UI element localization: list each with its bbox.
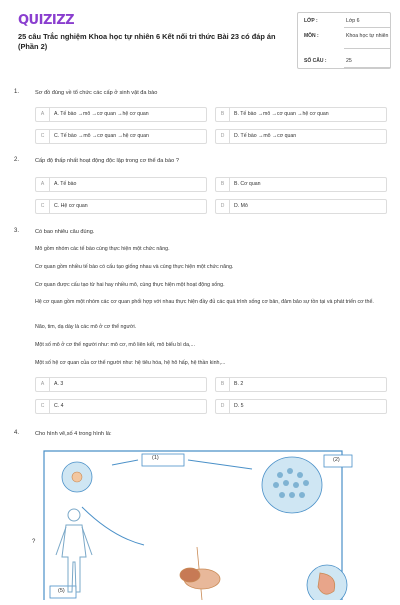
- answer-option-d[interactable]: [215, 129, 387, 144]
- answer-option-c[interactable]: [35, 399, 207, 414]
- statement: Cơ quan được cấu tạo từ hai hay nhiều mô, cùng thực hiện một hoạt động sống.: [35, 282, 225, 288]
- quizizz-logo[interactable]: QUIZIZZ: [18, 13, 75, 28]
- option-letter: D: [216, 200, 230, 213]
- question-number: 2.: [14, 157, 20, 163]
- answer-option-d[interactable]: [215, 199, 387, 214]
- option-letter: C: [36, 200, 50, 213]
- option-text: C. Hệ cơ quan: [54, 203, 88, 209]
- option-text: B. Tế bào →mô →cơ quan →hệ cơ quan: [234, 111, 329, 117]
- option-letter: A: [36, 178, 50, 191]
- answer-option-d[interactable]: [215, 399, 387, 414]
- option-text: D. Mô: [234, 203, 248, 209]
- worksheet-header: [0, 0, 400, 78]
- question-number: 1.: [14, 89, 20, 95]
- option-text: C. 4: [54, 403, 64, 409]
- arrow-3: [82, 507, 144, 545]
- question-number: 4.: [14, 430, 20, 436]
- option-letter: C: [36, 400, 50, 413]
- stomach: [307, 565, 347, 600]
- info-label: SỐ CÂU :: [304, 58, 327, 64]
- statement: Cơ quan gồm nhiều tế bào có cấu tạo giống nhau và cùng thực hiện một chức năng.: [35, 264, 234, 270]
- option-letter: A: [36, 108, 50, 121]
- option-text: A. Tế bào →mô →cơ quan →hệ cơ quan: [54, 111, 149, 117]
- question-text: Sơ đồ đúng về tổ chức các cấp ở sinh vật đa bào: [35, 90, 158, 96]
- question-text: Cấp độ thấp nhất hoạt động độc lập trong cơ thể đa bào ?: [35, 158, 179, 164]
- statement: Não, tim, dạ dày là các mô ở cơ thể người.: [35, 324, 137, 330]
- option-letter: C: [36, 130, 50, 143]
- diagram-label-1: (1): [152, 455, 159, 461]
- diagram-label-2: (2): [333, 457, 340, 463]
- statement: Một số hệ cơ quan của cơ thể người như: hệ tiêu hóa, hệ hô hấp, hệ thần kinh,...: [35, 360, 226, 366]
- info-underline: [344, 27, 390, 28]
- answer-option-b[interactable]: [215, 107, 387, 122]
- info-label: LỚP :: [304, 18, 318, 24]
- cell-nucleus: [72, 472, 82, 482]
- diagram-label-question: ?: [32, 539, 36, 545]
- statement: Hệ cơ quan gồm một nhóm các cơ quan phối hợp với nhau thực hiện đầy đủ các quá trình sống cơ bản, đảm bảo sự tồn tại và phát triển cơ thể.: [35, 299, 374, 305]
- diagram-svg: [42, 447, 360, 600]
- option-letter: B: [216, 378, 230, 391]
- arrow-2: [188, 460, 252, 469]
- option-text: A. Tế bào: [54, 181, 77, 187]
- question-number: 3.: [14, 228, 20, 234]
- option-letter: D: [216, 130, 230, 143]
- diagram-label-5: (5): [58, 588, 65, 594]
- info-label: MÔN :: [304, 33, 319, 39]
- option-text: A. 3: [54, 381, 64, 387]
- info-value: Lớp 6: [346, 18, 360, 24]
- answer-option-a[interactable]: [35, 177, 207, 192]
- info-value: Khoa học tự nhiên: [346, 33, 389, 39]
- answer-option-a[interactable]: [35, 107, 207, 122]
- answer-option-b[interactable]: [215, 377, 387, 392]
- statement: Một số mô ở cơ thể người như: mô cơ, mô liên kết, mô biểu bì da,...: [35, 342, 195, 348]
- arrow-1: [112, 460, 138, 465]
- statement: Mô gồm nhóm các tế bào cùng thực hiện một chức năng.: [35, 246, 170, 252]
- info-underline: [344, 67, 390, 68]
- digestive-system: [180, 547, 220, 600]
- answer-option-c[interactable]: [35, 199, 207, 214]
- question-text: Cho hình vẽ,số 4 trong hình là:: [35, 431, 112, 437]
- answer-option-c[interactable]: [35, 129, 207, 144]
- question-text: Có bao nhiêu câu đúng.: [35, 229, 95, 235]
- option-letter: A: [36, 378, 50, 391]
- option-letter: B: [216, 178, 230, 191]
- option-text: D. Tế bào →mô →cơ quan: [234, 133, 297, 139]
- worksheet-title: 25 câu Trắc nghiệm Khoa học tự nhiên 6 Kết nối tri thức Bài 23 có đáp án (Phần 2): [18, 32, 276, 51]
- human-body-outline: [56, 509, 92, 592]
- organization-levels-diagram: [32, 447, 360, 600]
- label-box-1: [142, 454, 184, 466]
- option-text: C. Tế bào →mô →cơ quan →hệ cơ quan: [54, 133, 149, 139]
- option-text: B. Cơ quan: [234, 181, 261, 187]
- option-text: D. 5: [234, 403, 244, 409]
- option-letter: B: [216, 108, 230, 121]
- answer-option-b[interactable]: [215, 177, 387, 192]
- info-box: [297, 12, 391, 69]
- option-letter: D: [216, 400, 230, 413]
- option-text: B. 2: [234, 381, 244, 387]
- info-value: 25: [346, 58, 352, 64]
- answer-option-a[interactable]: [35, 377, 207, 392]
- tissue-shape: [262, 457, 322, 513]
- info-underline: [344, 48, 390, 49]
